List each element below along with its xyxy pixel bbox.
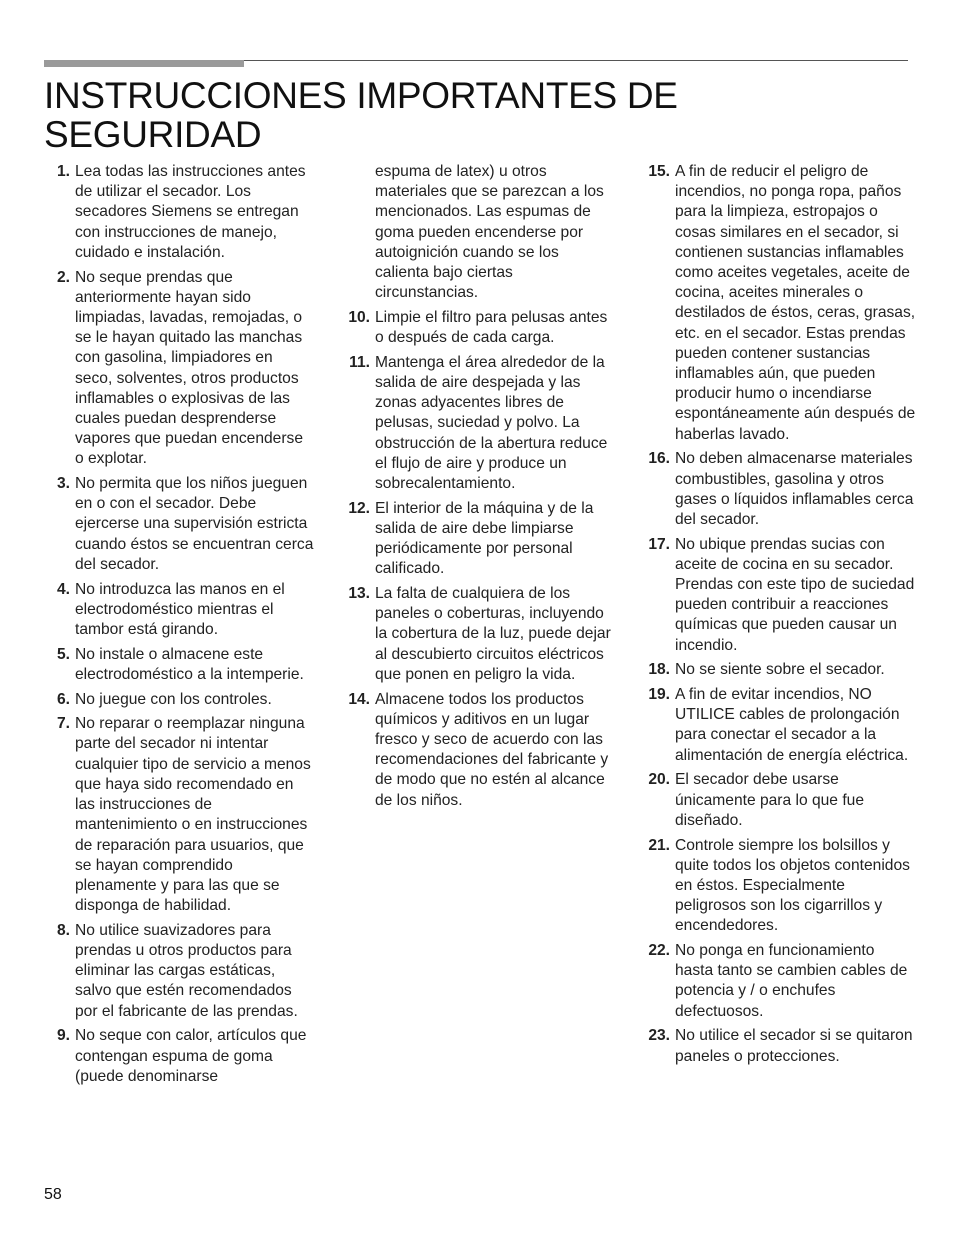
item-number: 22.: [648, 942, 670, 960]
list-item: [44, 268, 314, 470]
item-number: 3.: [56, 475, 70, 493]
item-number: 14.: [348, 690, 370, 708]
list-item: [44, 474, 314, 575]
item-number: 18.: [648, 661, 670, 679]
item-number: 7.: [56, 715, 70, 733]
item-number: 17.: [648, 535, 670, 553]
item-number: 19.: [648, 686, 670, 704]
item-text: A fin de reducir el peligro de incendios, no ponga ropa, paños para la limpieza, estropajos o cosas similares en el secador, si contienen sustancias inflamables como aceites vegetales, aceite de cocina, aceites minerales o destilados de éstos, ceras, grasas, etc. en el secador. Estas prendas pueden contener sustancias inflamables aún, que pueden producir humo o incendiarse espontáneamente aún después de haberlas lavado.: [675, 163, 916, 443]
item-number: 9.: [56, 1027, 70, 1045]
list-item: [344, 690, 614, 811]
list-item: [44, 162, 314, 263]
item-number: 2.: [56, 268, 70, 286]
item-number: 23.: [648, 1027, 670, 1045]
item-number: 20.: [648, 771, 670, 789]
list-item: [644, 770, 916, 831]
item-text: No juegue con los controles.: [75, 690, 272, 708]
item-number: 12.: [348, 499, 370, 517]
item-text: No se siente sobre el secador.: [675, 661, 885, 679]
column-2: [344, 162, 614, 815]
list-item: [344, 353, 614, 494]
item-text: El interior de la máquina y de la salida de aire debe limpiarse periódicamente por personal calificado.: [375, 499, 594, 578]
list-item: [344, 584, 614, 685]
list-item: [44, 714, 314, 916]
item-text: Controle siempre los bolsillos y quite todos los objetos contenidos en éstos. Especialmente peligrosos son los cigarrillos y encendedores.: [675, 836, 910, 935]
item-text: Lea todas las instrucciones antes de utilizar el secador. Los secadores Siemens se entregan con instrucciones de manejo, cuidado e instalación.: [75, 163, 306, 261]
list-item: [344, 499, 614, 580]
item-text: No utilice el secador si se quitaron paneles o protecciones.: [675, 1027, 913, 1065]
item-number: 10.: [348, 308, 370, 326]
list-item: [44, 921, 314, 1022]
item-text: El secador debe usarse únicamente para lo que fue diseñado.: [675, 771, 864, 829]
list-item: [44, 690, 314, 710]
item-number: 16.: [648, 450, 670, 468]
item-number: 5.: [56, 645, 70, 663]
item-number: 4.: [56, 580, 70, 598]
list-item: [44, 580, 314, 641]
item-number: 6.: [56, 690, 70, 708]
item-text: No introduzca las manos en el electrodoméstico mientras el tambor está girando.: [75, 580, 285, 638]
item-number: 11.: [349, 353, 370, 371]
item-text: Almacene todos los productos químicos y aditivos en un lugar fresco y seco de acuerdo con las recomendaciones del fabricante y de modo que no estén al alcance de los niños.: [375, 690, 609, 809]
column-1: [44, 162, 314, 1091]
header-accent-bar: [44, 60, 244, 67]
item-text: No utilice suavizadores para prendas u otros productos para eliminar las cargas estáticas, salvo que estén recomendados por el fabricante de las prendas.: [75, 921, 298, 1020]
item-text: espuma de latex) u otros materiales que se parezcan a los mencionados. Las espumas de goma pueden encenderse por autoignición cuando se los calienta bajo ciertas circunstancias.: [375, 163, 604, 302]
item-number: 13.: [348, 585, 370, 603]
item-number: 15.: [648, 163, 670, 180]
item-number: 21.: [648, 836, 670, 854]
list-item: [644, 836, 916, 937]
page-title: INSTRUCCIONES IMPORTANTES DE SEGURIDAD: [44, 75, 678, 155]
item-text: No reparar o reemplazar ninguna parte del secador ni intentar cualquier tipo de servicio a menos que haya sido recomendado en las instrucciones de mantenimiento o en instrucciones de reparación para usuarios, que se hayan comprendido plenamente y para las que se disponga de habilidad.: [75, 715, 311, 915]
item-text: Limpie el filtro para pelusas antes o después de cada carga.: [375, 308, 608, 347]
item-text: A fin de evitar incendios, NO UTILICE cables de prolongación para conectar el secador a la alimentación de energía eléctrica.: [675, 686, 909, 764]
item-text: No seque prendas que anteriormente hayan sido limpiadas, lavadas, remojadas, o se le hayan quitado las manchas con gasolina, limpiadores en seco, solventes, otros productos inflamables o explosivas de las cuales puedan desprenderse vapores que puedan encenderse o explotar.: [75, 268, 304, 468]
list-item: [644, 685, 916, 766]
page-number: 58: [44, 1186, 62, 1203]
item-text: La falta de cualquiera de los paneles o coberturas, incluyendo la cobertura de la luz, puede dejar al descubierto circuitos eléctricos que ponen en peligro la vida.: [375, 585, 611, 683]
item-text: No ubique prendas sucias con aceite de cocina en su secador. Prendas con este tipo de suciedad pueden contribuir a reacciones químicas que pueden causar un incendio.: [675, 535, 915, 654]
list-item: [644, 162, 916, 445]
list-item-continued: [344, 162, 614, 303]
list-item: [644, 535, 916, 656]
list-item: [644, 660, 916, 680]
item-number: 1.: [56, 163, 70, 180]
list-item: [344, 308, 614, 348]
item-text: No ponga en funcionamiento hasta tanto se cambien cables de potencia y / o enchufes defectuosos.: [675, 942, 908, 1020]
list-item: [44, 645, 314, 685]
item-text: No seque con calor, artículos que contengan espuma de goma (puede denominarse: [75, 1027, 307, 1085]
item-text: No instale o almacene este electrodoméstico a la intemperie.: [75, 645, 304, 683]
item-text: No permita que los niños jueguen en o con el secador. Debe ejercerse una supervisión estricta cuando éstos se encuentran cerca del secador.: [75, 475, 314, 573]
column-3: [644, 162, 916, 1071]
list-item: [644, 449, 916, 530]
item-number: [344, 162, 370, 303]
item-number: 8.: [56, 921, 70, 939]
item-text: No deben almacenarse materiales combustibles, gasolina y otros gases o líquidos inflamables cerca del secador.: [675, 450, 914, 528]
list-item: [644, 941, 916, 1022]
list-item: [644, 1026, 916, 1066]
item-text: Mantenga el área alrededor de la salida de aire despejada y las zonas adyacentes libres de pelusas, suciedad y polvo. La obstrucción de la abertura reduce el flujo de aire y produce un sobrecalentamiento.: [375, 353, 608, 493]
list-item: [44, 1026, 314, 1087]
